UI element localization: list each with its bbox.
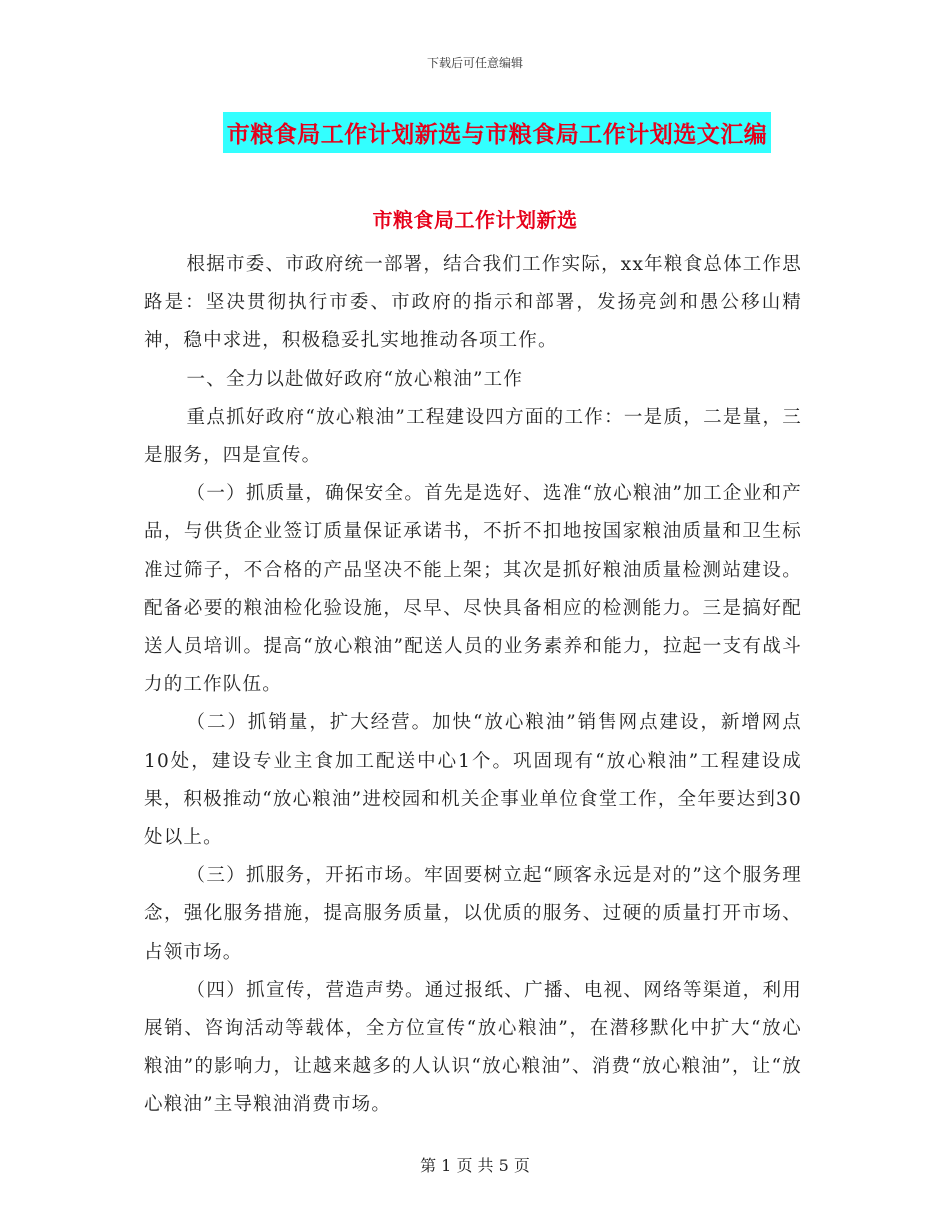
page-number: 第 1 页 共 5 页 [420, 1156, 530, 1175]
paragraph-sales: （二）抓销量，扩大经营。加快“放心粮油”销售网点建设，新增网点10处，建设专业主食加工配送中心1个。巩固现有“放心粮油”工程建设成果，积极推动“放心粮油”进校园和机关企事业单位食堂工作，全年要达到30处以上。 [144, 712, 802, 849]
paragraph-heading-1: 一、全力以赴做好政府“放心粮油”工作 [186, 368, 524, 390]
paragraph-overview: 重点抓好政府“放心粮油”工程建设四方面的工作：一是质，二是量，三是服务，四是宣传。 [144, 406, 802, 467]
paragraph-quality: （一）抓质量，确保安全。首先是选好、选准“放心粮油”加工企业和产品，与供货企业签订质量保证承诺书，不折不扣地按国家粮油质量和卫生标准过筛子，不合格的产品坚决不能上架；其次是抓好粮油质量检测站建设。配备必要的粮油检化验设施，尽早、尽快具备相应的检测能力。三是搞好配送人员培训。提高“放心粮油”配送人员的业务素养和能力，拉起一支有战斗力的工作队伍。 [144, 483, 802, 696]
paragraph-publicity: （四）抓宣传，营造声势。通过报纸、广播、电视、网络等渠道，利用展销、咨询活动等载体，全方位宣传“放心粮油”，在潜移默化中扩大“放心粮油”的影响力，让越来越多的人认识“放心粮油”、消费“放心粮油”，让“放心粮油”主导粮油消费市场。 [144, 979, 802, 1116]
section-title: 市粮食局工作计划新选 [372, 208, 578, 232]
paragraph-service: （三）抓服务，开拓市场。牢固要树立起“顾客永远是对的”这个服务理念，强化服务措施，提高服务质量，以优质的服务、过硬的质量打开市场、占领市场。 [144, 865, 802, 963]
main-title: 市粮食局工作计划新选与市粮食局工作计划选文汇编 [223, 112, 772, 153]
header-note: 下载后可任意编辑 [426, 56, 523, 70]
main-title-container [0, 112, 950, 153]
paragraph-intro: 根据市委、市政府统一部署，结合我们工作实际，xx年粮食总体工作思路是：坚决贯彻执行市委、市政府的指示和部署，发扬亮剑和愚公移山精神，稳中求进，积极稳妥扎实地推动各项工作。 [144, 254, 802, 352]
document-body [144, 246, 802, 1125]
